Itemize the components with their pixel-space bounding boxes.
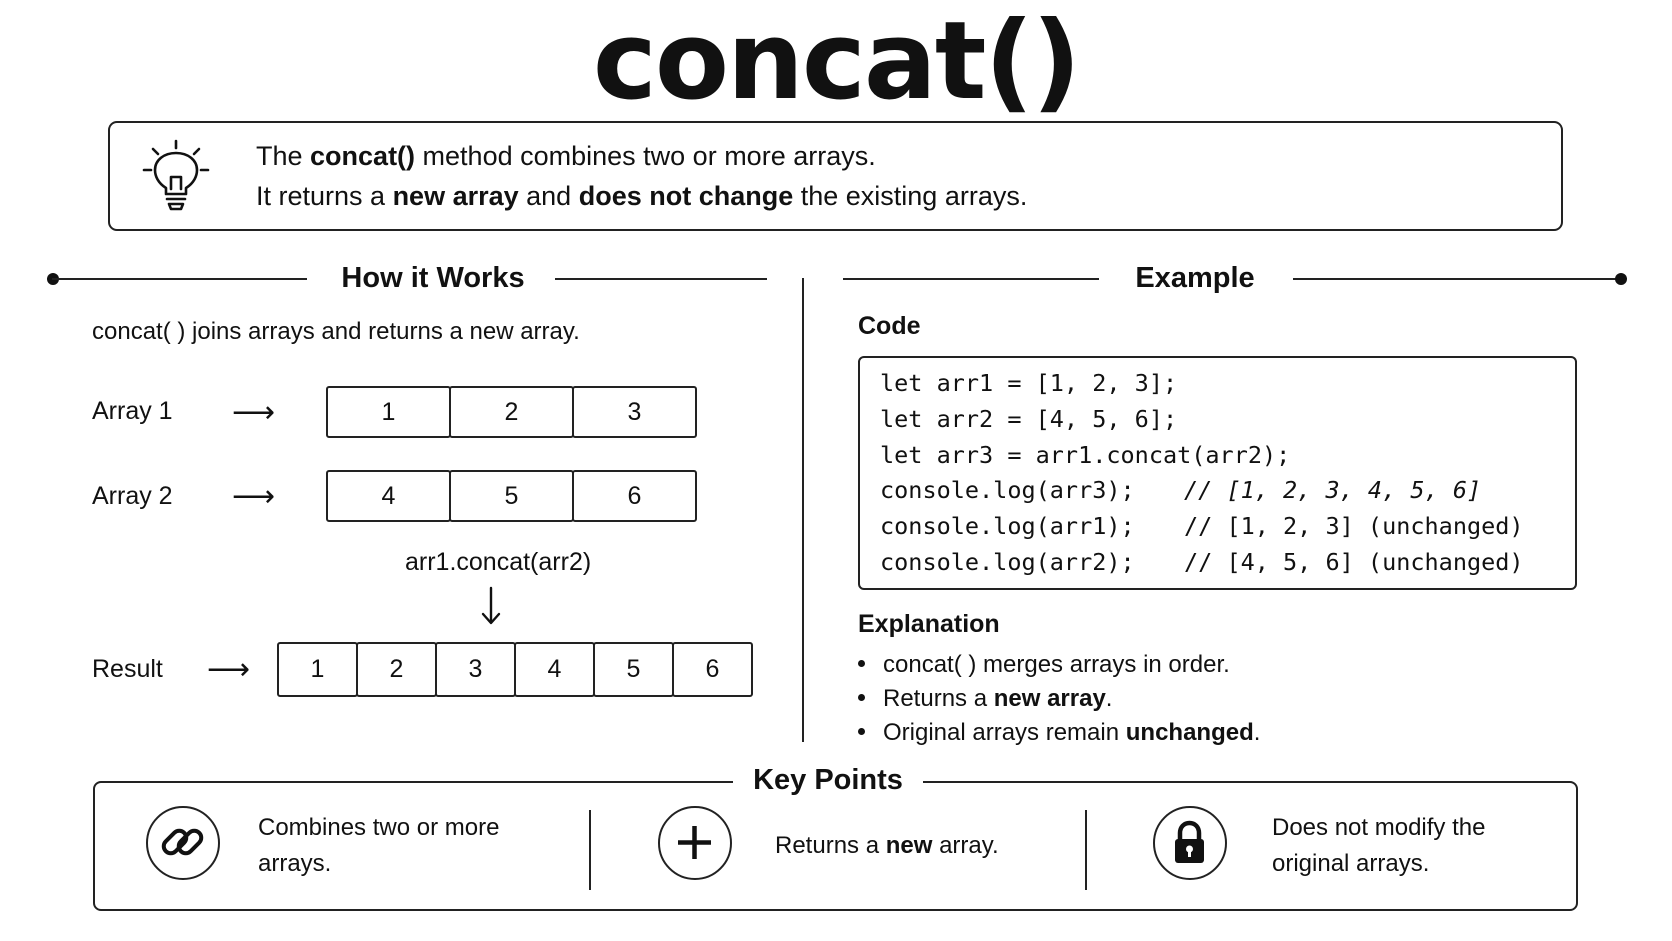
example-title: Example — [1135, 262, 1255, 294]
intro-text: The — [256, 141, 311, 171]
array-cell: 1 — [326, 386, 451, 438]
concat-operation: arr1.concat(arr2) — [405, 548, 592, 576]
key-point-1 — [258, 810, 499, 882]
array-cell: 4 — [326, 470, 451, 522]
bullet-dot — [858, 694, 865, 701]
key-point-3 — [1272, 810, 1485, 882]
key-points-box — [93, 781, 1578, 911]
code-line — [880, 404, 1177, 434]
plus-icon — [658, 806, 732, 880]
bullet-item — [858, 685, 1112, 713]
bullet-text: Original arrays remain — [883, 719, 1126, 746]
intro-method-name: concat() — [310, 141, 416, 171]
code-text: console.log(arr2); — [880, 548, 1135, 576]
result-label: Result — [92, 655, 163, 683]
result-cells — [277, 642, 753, 697]
result-cell: 3 — [435, 642, 516, 697]
lock-icon — [1153, 806, 1227, 880]
key-point-text: Combines two or more — [258, 814, 500, 841]
intro-line-1 — [256, 141, 876, 172]
bullet-text: . — [1105, 685, 1113, 712]
code-text: let arr3 = arr1.concat(arr2); — [880, 441, 1291, 469]
intro-emphasis: does not change — [578, 181, 794, 211]
array-cell: 3 — [572, 386, 697, 438]
bullet-dot — [858, 660, 865, 667]
key-point-emphasis: new — [885, 832, 933, 859]
key-points-title: Key Points — [733, 764, 923, 797]
code-line — [880, 475, 1482, 505]
code-line — [880, 511, 1524, 541]
link-icon — [146, 806, 220, 880]
intro-text: It returns a — [256, 181, 393, 211]
bullet-text: . — [1253, 719, 1261, 746]
result-cell: 1 — [277, 642, 358, 697]
code-text: let arr2 = [4, 5, 6]; — [880, 405, 1178, 433]
code-line — [880, 440, 1290, 470]
bullet-emphasis: unchanged — [1125, 719, 1254, 746]
bullet-text: concat( ) merges arrays in order. — [883, 651, 1230, 678]
code-text: console.log(arr1); — [880, 512, 1135, 540]
column-divider — [802, 278, 804, 742]
page-title: concat() — [592, 0, 1080, 124]
code-heading: Code — [858, 312, 921, 340]
lightbulb-icon — [138, 137, 214, 213]
header-rule — [555, 278, 767, 280]
header-dot — [1615, 273, 1627, 285]
right-arrow-icon: ⟶ — [207, 653, 251, 686]
bullet-dot — [858, 728, 865, 735]
key-points-divider — [1085, 810, 1087, 890]
intro-line-2 — [256, 181, 1027, 212]
key-point-2 — [775, 828, 999, 864]
result-cell: 5 — [593, 642, 674, 697]
code-line — [880, 547, 1524, 577]
key-point-text: arrays. — [258, 850, 332, 877]
array1-label: Array 1 — [92, 397, 173, 425]
code-comment: // [4, 5, 6] (unchanged) — [1184, 548, 1524, 576]
intro-text: and — [518, 181, 579, 211]
code-text: console.log(arr3); — [880, 476, 1135, 504]
code-comment: // [1, 2, 3, 4, 5, 6] — [1184, 476, 1482, 504]
code-block — [858, 356, 1577, 590]
bullet-item — [858, 719, 1260, 747]
key-point-text: Returns a — [775, 832, 886, 859]
key-point-text: Does not modify the — [1272, 814, 1486, 841]
array1-cells — [326, 386, 697, 438]
key-point-text: original arrays. — [1272, 850, 1430, 877]
result-cell: 6 — [672, 642, 753, 697]
code-text: let arr1 = [1, 2, 3]; — [880, 369, 1178, 397]
intro-text: method combines two or more arrays. — [415, 141, 876, 171]
down-arrow-icon — [478, 586, 504, 626]
right-arrow-icon: ⟶ — [232, 480, 276, 513]
header-rule — [1293, 278, 1619, 280]
array2-cells — [326, 470, 697, 522]
result-cell: 4 — [514, 642, 595, 697]
code-line — [880, 368, 1177, 398]
header-rule — [52, 278, 307, 280]
intro-emphasis: new array — [392, 181, 519, 211]
key-point-text: array. — [932, 832, 999, 859]
bullet-emphasis: new array — [993, 685, 1106, 712]
bullet-item — [858, 651, 1230, 679]
array-cell: 2 — [449, 386, 574, 438]
how-description: concat( ) joins arrays and returns a new array. — [92, 318, 580, 345]
bullet-text: Returns a — [883, 685, 994, 712]
intro-box — [108, 121, 1563, 231]
how-it-works-title: How it Works — [341, 262, 525, 294]
array2-label: Array 2 — [92, 482, 173, 510]
explanation-heading: Explanation — [858, 610, 1000, 638]
key-points-divider — [589, 810, 591, 890]
header-rule — [843, 278, 1099, 280]
array-cell: 6 — [572, 470, 697, 522]
array-cell: 5 — [449, 470, 574, 522]
code-comment: // [1, 2, 3] (unchanged) — [1184, 512, 1524, 540]
right-arrow-icon: ⟶ — [232, 396, 276, 429]
result-cell: 2 — [356, 642, 437, 697]
intro-text: the existing arrays. — [793, 181, 1028, 211]
